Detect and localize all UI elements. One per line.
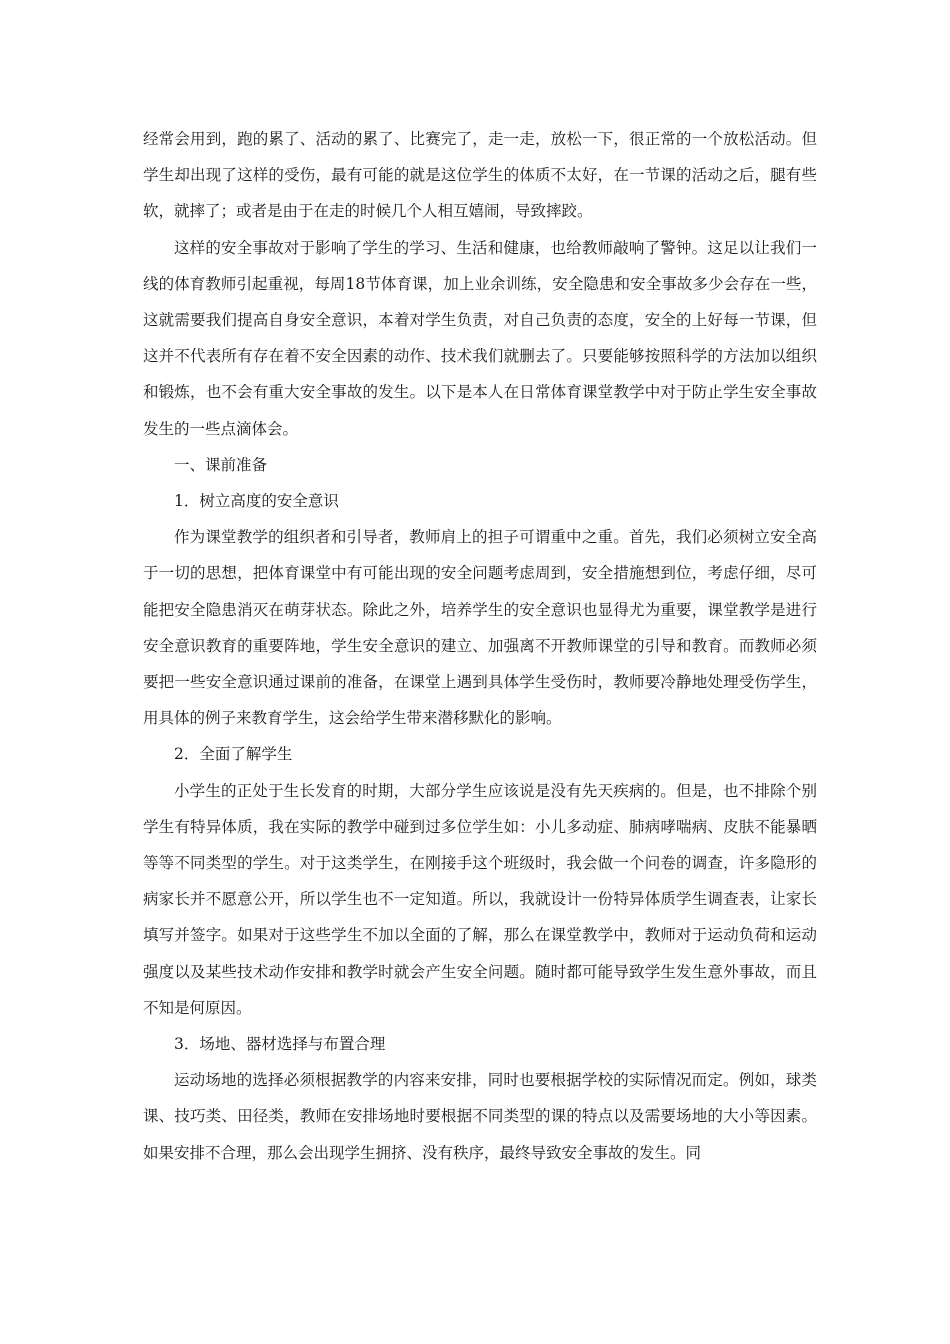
paragraph-venue-equipment: 运动场地的选择必须根据教学的内容来安排，同时也要根据学校的实际情况而定。例如，球类课、技巧类、田径类，教师在安排场地时要根据不同类型的课的特点以及需要场地的大小等因素。如果安排不合理，那么会出现学生拥挤、没有秩序，最终导致安全事故的发生。同 (143, 1071, 817, 1162)
subheading-know-students: 2．全面了解学生 (174, 745, 293, 764)
paragraph-safety-awareness: 作为课堂教学的组织者和引导者，教师肩上的担子可谓重中之重。首先，我们必须树立安全高于一切的思想，把体育课堂中有可能出现的安全问题考虑周到，安全措施想到位，考虑仔细，尽可能把安全隐患消灭在萌芽状态。除此之外，培养学生的安全意识也显得尤为重要，课堂教学是进行安全意识教育的重要阵地，学生安全意识的建立、加强离不开教师课堂的引导和教育。而教师必须要把一些安全意识通过课前的准备，在课堂上遇到具体学生受伤时，教师要冷静地处理受伤学生，用具体的例子来教育学生，这会给学生带来潜移默化的影响。 (143, 528, 817, 728)
subheading-venue-equipment: 3．场地、器材选择与布置合理 (174, 1035, 386, 1054)
paragraph-continuation: 经常会用到，跑的累了、活动的累了、比赛完了，走一走，放松一下，很正常的一个放松活动。但学生却出现了这样的受伤，最有可能的就是这位学生的体质不太好，在一节课的活动之后，腿有些软，就摔了；或者是由于在走的时候几个人相互嬉闹，导致摔跤。 (143, 130, 817, 221)
section-heading-preparation: 一、课前准备 (174, 455, 268, 474)
document-page (143, 121, 817, 1171)
subheading-safety-awareness: 1．树立高度的安全意识 (174, 492, 339, 511)
paragraph-safety-accident: 这样的安全事故对于影响了学生的学习、生活和健康，也给教师敲响了警钟。这足以让我们一线的体育教师引起重视，每周18节体育课，加上业余训练，安全隐患和安全事故多少会存在一些，这就需要我们提高自身安全意识，本着对学生负责，对自己负责的态度，安全的上好每一节课，但这并不代表所有存在着不安全因素的动作、技术我们就删去了。只要能够按照科学的方法加以组织和锻炼，也不会有重大安全事故的发生。以下是本人在日常体育课堂教学中对于防止学生安全事故发生的一些点滴体会。 (143, 238, 817, 438)
paragraph-know-students: 小学生的正处于生长发育的时期，大部分学生应该说是没有先天疾病的。但是，也不排除个别学生有特异体质，我在实际的教学中碰到过多位学生如：小儿多动症、肺病哮喘病、皮肤不能暴晒等等不同类型的学生。对于这类学生，在刚接手这个班级时，我会做一个问卷的调查，许多隐形的病家长并不愿意公开，所以学生也不一定知道。所以，我就设计一份特异体质学生调查表，让家长填写并签字。如果对于这些学生不加以全面的了解，那么在课堂教学中，教师对于运动负荷和运动强度以及某些技术动作安排和教学时就会产生安全问题。随时都可能导致学生发生意外事故，而且不知是何原因。 (143, 781, 817, 1017)
